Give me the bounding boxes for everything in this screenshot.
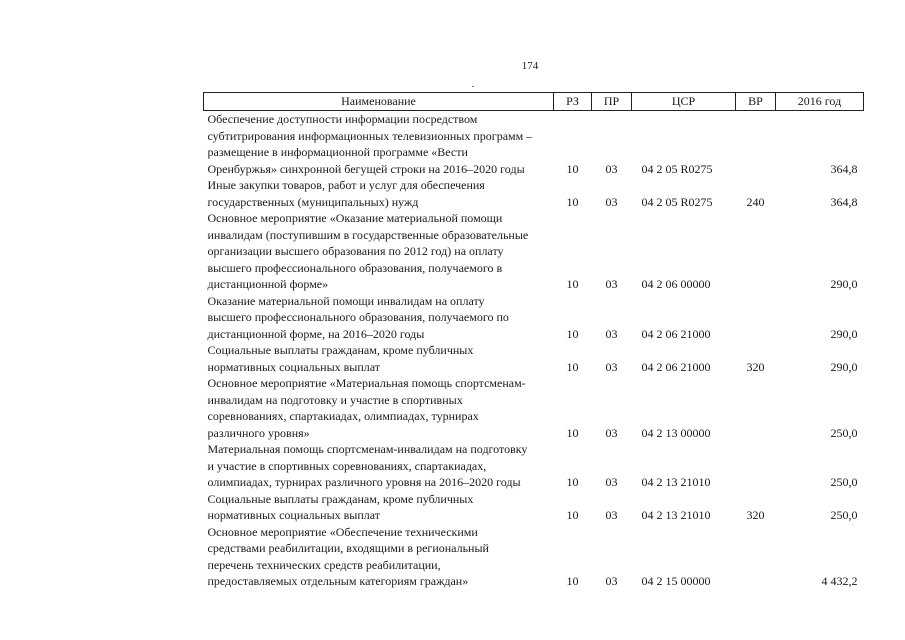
- table-row: [204, 111, 864, 178]
- table-body: [204, 111, 864, 590]
- row-amount: 250,0: [830, 425, 858, 440]
- row-name-line: и участие в спортивных соревнованиях, спартакиадах,: [207, 458, 487, 473]
- row-name: [204, 177, 554, 210]
- row-csr: 04 2 06 21000: [641, 359, 711, 374]
- header-rz: РЗ: [554, 93, 592, 111]
- row-name-line: Основное мероприятие «Оказание материальной помощи: [207, 211, 503, 225]
- row-name-line: различного уровня»: [207, 425, 310, 440]
- row-name-line: субтитрирования информационных телевизионных программ –: [207, 128, 533, 143]
- row-name: [204, 210, 554, 293]
- row-name-line: Социальные выплаты гражданам, кроме публичных: [207, 491, 474, 506]
- row-name: [204, 293, 554, 343]
- row-amount: 4 432,2: [821, 574, 858, 588]
- row-name-line: Иные закупки товаров, работ и услуг для обеспечения: [207, 178, 485, 192]
- row-csr: 04 2 13 00000: [641, 425, 711, 440]
- row-pr: 03: [605, 194, 618, 209]
- row-vr: [736, 293, 776, 343]
- row-name-line: нормативных социальных выплат: [207, 359, 381, 374]
- row-rz: 10: [566, 161, 579, 176]
- table-row: [204, 342, 864, 375]
- row-name-line: государственных (муниципальных) нужд: [207, 194, 419, 209]
- row-csr: 04 2 15 00000: [641, 574, 711, 588]
- row-name-line: высшего профессионального образования, получаемого в: [207, 260, 503, 275]
- table-header: [204, 93, 864, 111]
- row-name-line: олимпиадах, турнирах различного уровня на 2016–2020 годы: [207, 475, 521, 489]
- row-vr: [736, 524, 776, 590]
- row-name-line: дистанционной форме, на 2016–2020 годы: [207, 326, 425, 341]
- row-csr: 04 2 13 21010: [641, 508, 711, 522]
- row-vr: [736, 441, 776, 491]
- row-name-line: перечень технических средств реабилитации,: [207, 557, 441, 572]
- budget-table: [203, 92, 864, 590]
- row-name: [204, 491, 554, 524]
- row-name: [204, 524, 554, 590]
- row-amount: 364,8: [830, 161, 858, 176]
- row-amount: 250,0: [830, 475, 858, 489]
- row-vr: [736, 375, 776, 441]
- row-name: [204, 342, 554, 375]
- row-amount: 290,0: [830, 359, 858, 374]
- row-name: [204, 375, 554, 441]
- row-pr: 03: [605, 475, 618, 489]
- row-rz: 10: [566, 277, 579, 291]
- row-pr: 03: [605, 425, 618, 440]
- row-name-line: Социальные выплаты гражданам, кроме публичных: [207, 343, 474, 357]
- table-row: [204, 210, 864, 293]
- row-vr: [736, 210, 776, 293]
- table-row: [204, 491, 864, 524]
- header-row: [204, 93, 864, 111]
- row-rz: 10: [566, 574, 579, 588]
- row-amount: 364,8: [830, 194, 858, 209]
- row-pr: 03: [605, 359, 618, 374]
- row-name-line: Основное мероприятие «Обеспечение техническими: [207, 524, 478, 539]
- row-rz: 10: [566, 359, 579, 374]
- scan-dot-mark: [472, 86, 474, 87]
- table-row: [204, 524, 864, 590]
- row-pr: 03: [605, 277, 618, 291]
- row-name-line: Оренбуржья» синхронной бегущей строки на 2016–2020 годы: [207, 161, 525, 176]
- table-row: [204, 177, 864, 210]
- row-name-line: средствами реабилитации, входящими в региональный: [207, 541, 489, 555]
- header-vr: ВР: [736, 93, 776, 111]
- row-vr: [736, 111, 776, 178]
- row-csr: 04 2 05 R0275: [641, 194, 713, 209]
- header-name: Наименование: [204, 93, 554, 111]
- row-vr: 320: [746, 359, 765, 374]
- row-rz: 10: [566, 475, 579, 489]
- row-rz: 10: [566, 194, 579, 209]
- row-pr: 03: [605, 508, 618, 522]
- row-rz: 10: [566, 326, 579, 341]
- table-row: [204, 441, 864, 491]
- row-name-line: дистанционной форме»: [207, 277, 329, 291]
- row-csr: 04 2 06 00000: [641, 277, 711, 291]
- row-name-line: нормативных социальных выплат: [207, 508, 381, 522]
- row-name-line: инвалидам на подготовку и участие в спортивных: [207, 392, 463, 407]
- row-name-line: Материальная помощь спортсменам-инвалидам на подготовку: [207, 442, 528, 456]
- row-pr: 03: [605, 326, 618, 341]
- row-amount: 290,0: [830, 326, 858, 341]
- row-name: [204, 441, 554, 491]
- row-amount: 250,0: [830, 508, 858, 522]
- row-pr: 03: [605, 574, 618, 588]
- row-name-line: Обеспечение доступности информации посредством: [207, 112, 478, 126]
- header-year: 2016 год: [776, 93, 864, 111]
- row-csr: 04 2 05 R0275: [641, 161, 713, 176]
- table-row: [204, 293, 864, 343]
- row-name-line: высшего профессионального образования, получаемого по: [207, 310, 509, 324]
- row-amount: 290,0: [830, 277, 858, 291]
- header-pr: ПР: [592, 93, 632, 111]
- row-pr: 03: [605, 161, 618, 176]
- row-name-line: организации высшего образования по 2012 год) на оплату: [207, 244, 504, 258]
- row-name-line: соревнованиях, спартакиадах, олимпиадах, турнирах: [207, 409, 479, 423]
- page-number: 174: [521, 60, 539, 72]
- row-name: [204, 111, 554, 178]
- row-name-line: Основное мероприятие «Материальная помощь спортсменам-: [207, 376, 526, 390]
- row-csr: 04 2 13 21010: [641, 475, 711, 489]
- row-name-line: Оказание материальной помощи инвалидам на оплату: [207, 293, 485, 308]
- table-row: [204, 375, 864, 441]
- row-csr: 04 2 06 21000: [641, 326, 711, 341]
- row-name-line: размещение в информационной программе «Вести: [207, 145, 468, 159]
- row-name-line: инвалидам (поступившим в государственные образовательные: [207, 227, 529, 242]
- header-csr: ЦСР: [632, 93, 736, 111]
- row-vr: 240: [746, 194, 765, 209]
- row-vr: 320: [746, 508, 765, 522]
- row-rz: 10: [566, 425, 579, 440]
- row-name-line: предоставляемых отдельным категориям граждан»: [207, 574, 469, 588]
- row-rz: 10: [566, 508, 579, 522]
